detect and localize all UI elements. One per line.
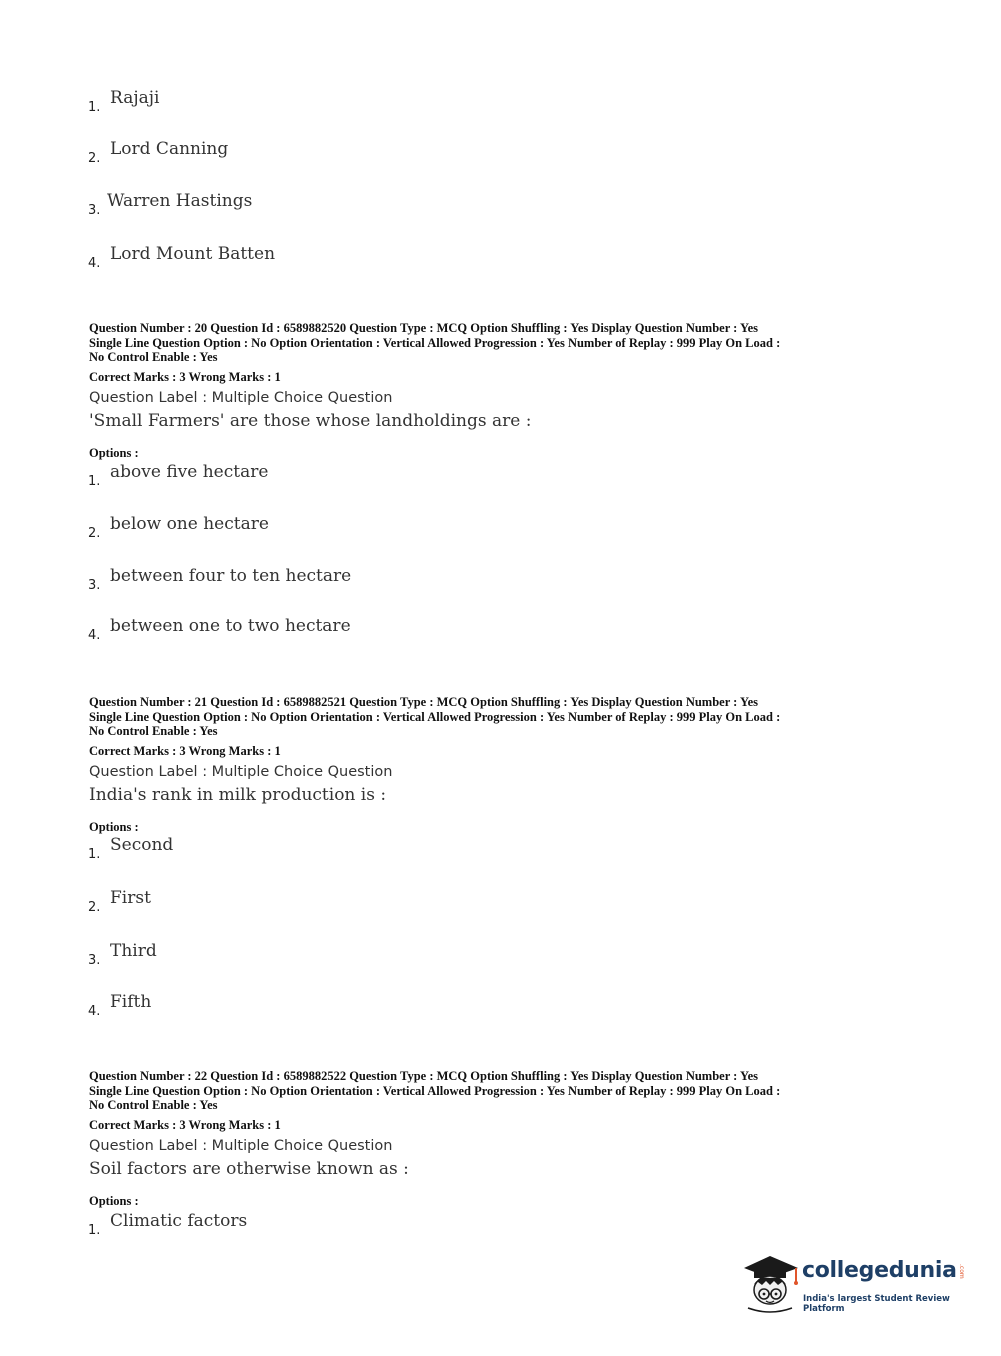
option-number: 2. <box>88 900 101 915</box>
option-number: 3. <box>88 203 101 218</box>
option-text: Climatic factors <box>110 1211 248 1231</box>
option-number: 1. <box>88 100 101 115</box>
option-number: 1. <box>88 847 101 862</box>
option-number: 4. <box>88 628 101 643</box>
question-marks: Correct Marks : 3 Wrong Marks : 1 <box>89 743 281 758</box>
option-number: 1. <box>88 474 101 489</box>
option-text: Third <box>110 941 157 961</box>
option-number: 3. <box>88 578 101 593</box>
question-block-22 <box>89 1069 919 1209</box>
question-meta-line: Single Line Question Option : No Option Orientation : Vertical Allowed Progression : Yes Number of Replay : 999 Play On Load : <box>89 1083 781 1098</box>
option-text: Lord Canning <box>110 139 229 159</box>
options-heading: Options : <box>89 819 139 834</box>
option-number: 4. <box>88 256 101 271</box>
question-text: Soil factors are otherwise known as : <box>89 1158 409 1179</box>
question-label: Question Label : Multiple Choice Question <box>89 1137 393 1154</box>
options-heading: Options : <box>89 1193 139 1208</box>
question-meta-line: Single Line Question Option : No Option Orientation : Vertical Allowed Progression : Yes Number of Replay : 999 Play On Load : <box>89 709 781 724</box>
option-text: Rajaji <box>110 88 160 108</box>
option-text: Second <box>110 835 174 855</box>
collegedunia-logo[interactable] <box>740 1250 972 1320</box>
question-label: Question Label : Multiple Choice Question <box>89 389 393 406</box>
question-meta-line: Single Line Question Option : No Option Orientation : Vertical Allowed Progression : Yes Number of Replay : 999 Play On Load : <box>89 335 781 350</box>
logo-domain-suffix: .com <box>958 1264 965 1279</box>
options-heading: Options : <box>89 445 139 460</box>
option-number: 2. <box>88 526 101 541</box>
question-text: India's rank in milk production is : <box>89 784 387 805</box>
option-number: 4. <box>88 1004 101 1019</box>
logo-tagline: India's largest Student Review Platform <box>803 1294 950 1314</box>
option-text: between one to two hectare <box>110 616 351 636</box>
question-meta-line: Question Number : 20 Question Id : 6589882520 Question Type : MCQ Option Shuffling : Yes Display Question Number : Yes <box>89 321 759 335</box>
option-number: 3. <box>88 953 101 968</box>
question-meta-line: Question Number : 22 Question Id : 6589882522 Question Type : MCQ Option Shuffling : Yes Display Question Number : Yes <box>89 1069 759 1083</box>
question-text: 'Small Farmers' are those whose landholdings are : <box>89 410 532 431</box>
option-text: Fifth <box>110 992 152 1012</box>
question-meta-line: Question Number : 21 Question Id : 6589882521 Question Type : MCQ Option Shuffling : Yes Display Question Number : Yes <box>89 695 759 709</box>
option-text: First <box>110 888 151 908</box>
option-number: 2. <box>88 151 101 166</box>
logo-wordmark: collegedunia <box>802 1258 957 1283</box>
mascot-icon <box>740 1250 802 1320</box>
question-marks: Correct Marks : 3 Wrong Marks : 1 <box>89 369 281 384</box>
question-meta-line: No Control Enable : Yes <box>89 350 218 364</box>
question-meta-line: No Control Enable : Yes <box>89 724 218 738</box>
option-text: Warren Hastings <box>107 191 253 211</box>
question-meta-line: No Control Enable : Yes <box>89 1098 218 1112</box>
option-text: below one hectare <box>110 514 269 534</box>
option-text: Lord Mount Batten <box>110 244 276 264</box>
option-number: 1. <box>88 1223 101 1238</box>
question-block-21 <box>89 695 919 835</box>
question-label: Question Label : Multiple Choice Question <box>89 763 393 780</box>
question-marks: Correct Marks : 3 Wrong Marks : 1 <box>89 1117 281 1132</box>
option-text: above five hectare <box>110 462 269 482</box>
option-text: between four to ten hectare <box>110 566 352 586</box>
question-block-20 <box>89 321 919 461</box>
